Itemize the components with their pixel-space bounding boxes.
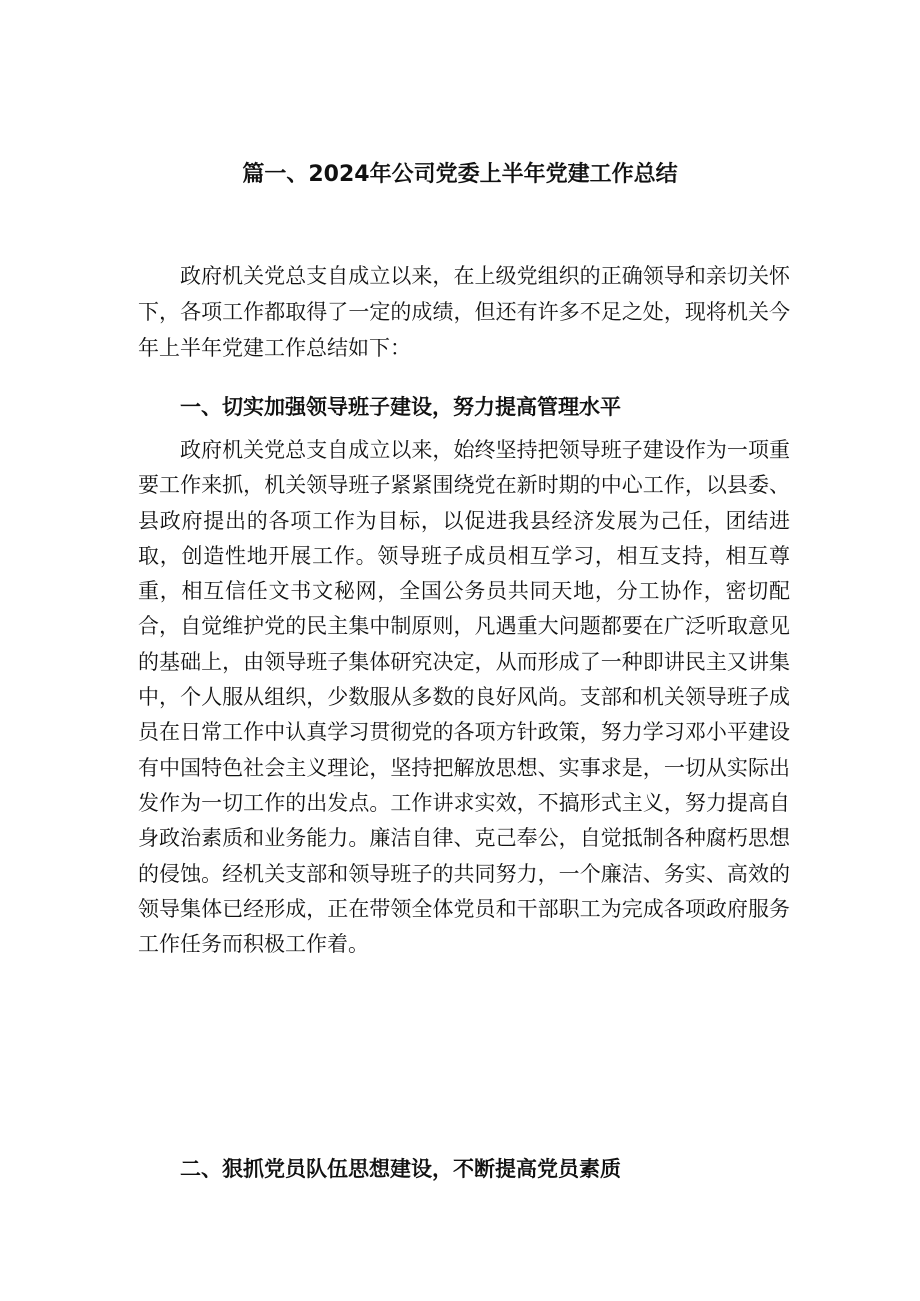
- document-title: 篇一、2024年公司党委上半年党建工作总结: [242, 162, 678, 187]
- section-1-heading: 一、切实加强领导班子建设，努力提高管理水平: [180, 395, 621, 419]
- section-1-paragraph: 政府机关党总支自成立以来，始终坚持把领导班子建设作为一项重要工作来抓，机关领导班子紧紧围绕党在新时期的中心工作，以县委、县政府提出的各项工作为目标，以促进我县经济发展为己任，团结进取，创造性地开展工作。领导班子成员相互学习，相互支持，相互尊重，相互信任文书文秘网，全国公务员共同天地，分工协作，密切配合，自觉维护党的民主集中制原则，凡遇重大问题都要在广泛听取意见的基础上，由领导班子集体研究决定，从而形成了一种即讲民主又讲集中，个人服从组织，少数服从多数的良好风尚。支部和机关领导班子成员在日常工作中认真学习贯彻党的各项方针政策，努力学习邓小平建设有中国特色社会主义理论，坚持把解放思想、实事求是，一切从实际出发作为一切工作的出发点。工作讲求实效，不搞形式主义，努力提高自身政治素质和业务能力。廉洁自律、克己奉公，自觉抵制各种腐朽思想的侵蚀。经机关支部和领导班子的共同努力，一个廉洁、务实、高效的领导集体已经形成，正在带领全体党员和干部职工为完成各项政府服务工作任务而积极工作着。: [138, 438, 790, 957]
- section-2-heading: 二、狠抓党员队伍思想建设，不断提高党员素质: [180, 1157, 621, 1181]
- intro-paragraph: 政府机关党总支自成立以来，在上级党组织的正确领导和亲切关怀下，各项工作都取得了一定的成绩，但还有许多不足之处，现将机关今年上半年党建工作总结如下：: [138, 264, 790, 360]
